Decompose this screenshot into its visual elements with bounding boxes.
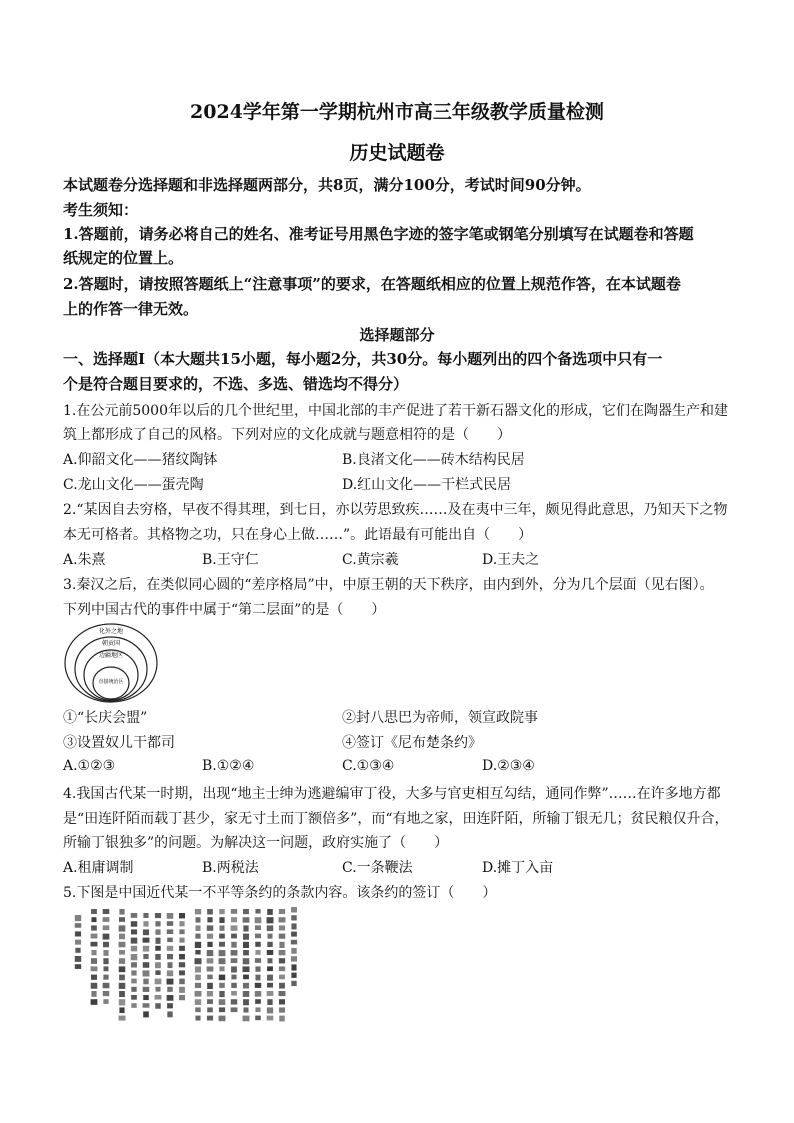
treaty-glyph	[291, 956, 297, 961]
treaty-glyph	[219, 1007, 225, 1012]
treaty-glyph	[291, 981, 296, 986]
q3-item-4: ④签订《尼布楚条约》	[342, 735, 482, 751]
treaty-glyph	[219, 917, 224, 923]
treaty-glyph	[119, 975, 125, 981]
section-title: 选择题部分	[359, 326, 435, 344]
treaty-glyph	[207, 958, 214, 963]
treaty-glyph	[243, 950, 249, 955]
treaty-glyph	[179, 995, 185, 1000]
treaty-glyph	[267, 1016, 274, 1021]
treaty-glyph	[179, 987, 185, 993]
q3-stem-1: 3.秦汉之后，在类似同心圆的“差序格局”中，中原王朝的天下秩序，由内到外，分为几个层面（见右图）。	[63, 577, 714, 593]
treaty-glyph	[195, 975, 201, 981]
treaty-glyph	[131, 946, 137, 952]
treaty-glyph	[267, 975, 273, 981]
treaty-glyph	[179, 913, 185, 918]
treaty-glyph	[91, 983, 98, 989]
treaty-glyph	[243, 991, 250, 997]
treaty-glyph	[167, 970, 173, 976]
treaty-glyph	[119, 909, 124, 915]
treaty-glyph	[255, 991, 261, 997]
treaty-glyph	[143, 929, 149, 935]
treaty-glyph	[255, 909, 260, 914]
treaty-glyph	[167, 1011, 172, 1017]
treaty-glyph	[243, 975, 249, 980]
treaty-glyph	[143, 962, 150, 968]
treaty-glyph	[119, 934, 125, 940]
q1-option-d: D.红山文化——干栏式民居	[342, 477, 512, 493]
treaty-glyph	[267, 1007, 273, 1013]
treaty-glyph	[207, 1007, 213, 1012]
treaty-glyph	[131, 913, 138, 918]
treaty-glyph	[155, 979, 162, 985]
treaty-glyph	[267, 917, 274, 923]
treaty-glyph	[167, 913, 174, 919]
treaty-glyph	[279, 925, 285, 930]
q2-stem-1: 2.“某因自去穷格，早夜不得其理，到七日，亦以劳思致疾……及在夷中三年，颇见得此意思，乃知天下之物	[63, 502, 728, 518]
q2-option-b: B.王守仁	[202, 552, 259, 568]
q3-stem-2: 下列中国古代的事件中属于“第二层面”的是（ ）	[63, 602, 386, 618]
treaty-glyph	[267, 999, 272, 1005]
treaty-glyph	[267, 991, 274, 996]
treaty-glyph	[207, 975, 212, 980]
treaty-glyph	[167, 962, 172, 968]
q3-option-c: C.①③④	[342, 758, 395, 774]
treaty-glyph	[243, 1016, 250, 1022]
q4-option-c: C.一条鞭法	[342, 860, 413, 876]
treaty-glyph	[231, 909, 237, 914]
treaty-glyph	[75, 923, 82, 928]
treaty-glyph	[119, 999, 125, 1005]
treaty-glyph	[103, 983, 110, 988]
section-head-b: 个是符合题目要求的，不选、多选、错选均不得分）	[63, 375, 409, 393]
treaty-glyph	[103, 975, 108, 980]
treaty-glyph	[279, 942, 284, 948]
treaty-glyph	[243, 909, 249, 914]
treaty-glyph	[131, 987, 136, 992]
treaty-glyph	[143, 946, 149, 952]
concentric-circles-diagram	[63, 622, 159, 704]
treaty-glyph	[143, 970, 150, 976]
treaty-glyph	[119, 925, 126, 931]
treaty-glyph	[179, 921, 184, 926]
treaty-glyph	[207, 909, 213, 915]
treaty-glyph	[119, 1016, 126, 1021]
treaty-glyph	[231, 950, 238, 956]
treaty-glyph	[255, 999, 261, 1004]
treaty-glyph	[291, 964, 296, 970]
treaty-glyph	[207, 991, 213, 996]
treaty-glyph	[91, 966, 98, 971]
notice-title: 考生须知：	[63, 201, 139, 219]
treaty-glyph	[179, 929, 184, 934]
treaty-glyph	[231, 991, 237, 996]
q3-item-3: ③设置奴儿干都司	[63, 735, 175, 751]
treaty-glyph	[255, 958, 261, 963]
treaty-glyph	[155, 1003, 160, 1009]
treaty-glyph	[231, 1007, 238, 1012]
treaty-glyph	[255, 1016, 261, 1021]
treaty-glyph	[143, 1011, 149, 1017]
treaty-glyph	[243, 934, 249, 940]
treaty-glyph	[103, 958, 108, 964]
treaty-glyph	[179, 979, 185, 985]
treaty-glyph	[91, 925, 97, 930]
note-1a: 1.答题前，请务必将自己的姓名、准考证号用黑色字迹的签字笔或钢笔分别填写在试题卷和答题	[63, 225, 694, 243]
treaty-glyph	[267, 934, 272, 939]
treaty-glyph	[167, 1003, 173, 1008]
treaty-glyph	[291, 907, 297, 913]
treaty-glyph	[243, 925, 248, 931]
circle-outer	[65, 624, 157, 702]
treaty-glyph	[243, 958, 250, 964]
treaty-glyph	[143, 1003, 150, 1008]
treaty-glyph	[91, 958, 97, 964]
q1-option-a: A.仰韶文化——猪纹陶钵	[63, 452, 218, 468]
treaty-glyph	[279, 966, 285, 971]
treaty-glyph	[155, 913, 161, 918]
note-1b: 纸规定的位置上。	[63, 249, 184, 267]
treaty-glyph	[179, 954, 185, 959]
q3-option-d: D.②③④	[482, 758, 535, 774]
note-2b: 上的作答一律无效。	[63, 300, 199, 318]
treaty-glyph	[155, 987, 160, 992]
q4-stem-1: 4.我国古代某一时期，出现“地主士绅为逃避编审丁役，大多与官吏相互勾结，通同作弊”……在许多地方都	[63, 786, 721, 802]
treaty-glyph	[179, 962, 185, 967]
treaty-glyph	[75, 956, 81, 962]
label-ring-1: 化外之地	[98, 628, 124, 635]
q4-stem-3: 所输丁银独多”的问题。为解决这一问题，政府实施了（ ）	[63, 835, 449, 851]
treaty-glyph	[75, 931, 81, 936]
treaty-glyph	[167, 921, 173, 926]
treaty-glyph	[219, 958, 226, 964]
treaty-glyph	[243, 942, 249, 948]
treaty-glyph	[143, 938, 150, 943]
treaty-glyph	[291, 932, 297, 937]
treaty-glyph	[195, 942, 201, 948]
treaty-glyph	[219, 934, 225, 939]
treaty-glyph	[219, 999, 226, 1005]
q2-stem-2: 本无可格者。其格物之功，只在身心上做……”。此语最有可能出自（ ）	[63, 527, 533, 543]
treaty-glyph	[131, 921, 137, 927]
treaty-glyph	[91, 942, 98, 947]
treaty-scan-image	[66, 903, 306, 1027]
treaty-glyph	[195, 1007, 200, 1012]
treaty-glyph	[195, 909, 201, 914]
treaty-glyph	[119, 942, 126, 947]
treaty-glyph	[119, 991, 125, 997]
treaty-glyph	[155, 946, 160, 951]
treaty-glyph	[167, 987, 172, 992]
exam-title: 2024学年第一学期杭州市高三年级教学质量检测	[190, 101, 604, 123]
treaty-glyph	[91, 934, 98, 939]
treaty-glyph	[119, 983, 126, 989]
treaty-glyph	[167, 938, 173, 943]
treaty-glyph	[143, 979, 148, 985]
treaty-glyph	[231, 966, 237, 972]
q2-option-c: C.黄宗羲	[342, 552, 399, 568]
treaty-glyph	[155, 929, 160, 934]
label-ring-4: 直接统治区	[98, 679, 124, 685]
treaty-glyph	[219, 942, 225, 947]
treaty-glyph	[91, 917, 96, 922]
treaty-glyph	[167, 946, 173, 951]
treaty-glyph	[207, 966, 214, 971]
treaty-glyph	[103, 999, 108, 1004]
treaty-glyph	[75, 948, 80, 953]
treaty-glyph	[279, 958, 285, 963]
treaty-glyph	[291, 940, 297, 945]
treaty-glyph	[267, 966, 273, 971]
treaty-glyph	[219, 966, 224, 971]
treaty-glyph	[103, 925, 110, 930]
q4-option-d: D.摊丁入亩	[482, 860, 554, 876]
q3-item-2: ②封八思巴为帝师，领宣政院事	[342, 710, 538, 726]
treaty-glyph	[195, 917, 200, 922]
treaty-glyph	[219, 1016, 226, 1022]
treaty-glyph	[231, 925, 238, 930]
label-ring-2: 朝贡国	[101, 640, 121, 647]
treaty-glyph	[167, 995, 174, 1001]
treaty-glyph	[103, 942, 109, 947]
treaty-glyph	[75, 915, 81, 921]
treaty-glyph	[267, 909, 273, 915]
treaty-glyph	[267, 958, 272, 963]
treaty-glyph	[195, 999, 201, 1005]
q3-option-a: A.①②③	[63, 758, 116, 774]
treaty-glyph	[279, 1007, 285, 1012]
treaty-glyph	[119, 917, 125, 922]
treaty-glyph	[255, 942, 260, 947]
treaty-glyph	[219, 950, 226, 956]
q4-option-b: B.两税法	[202, 860, 259, 876]
treaty-glyph	[219, 991, 224, 997]
treaty-glyph	[207, 983, 213, 989]
treaty-glyph	[131, 995, 137, 1000]
treaty-glyph	[219, 925, 224, 930]
q3-option-b: B.①②④	[202, 758, 255, 774]
treaty-glyph	[103, 909, 110, 914]
treaty-glyph	[267, 942, 272, 947]
treaty-glyph	[75, 964, 81, 969]
treaty-glyph	[231, 975, 236, 980]
treaty-glyph	[155, 970, 160, 975]
treaty-glyph	[119, 950, 125, 955]
treaty-glyph	[243, 983, 249, 989]
treaty-glyph	[103, 966, 108, 971]
treaty-glyph	[255, 983, 261, 988]
treaty-glyph	[255, 950, 260, 955]
treaty-glyph	[155, 954, 160, 960]
q4-stem-2: 是“田连阡陌而载丁甚少，家无寸土而丁额倍多”，而“有地之家，田连阡陌，所输丁银无几；贫民粮仅升合，	[63, 811, 729, 827]
treaty-glyph	[255, 917, 262, 923]
treaty-glyph	[91, 950, 96, 955]
treaty-glyph	[267, 925, 273, 931]
treaty-glyph	[131, 970, 136, 975]
treaty-glyph	[179, 946, 185, 951]
treaty-glyph	[231, 999, 237, 1004]
treaty-glyph	[143, 913, 148, 918]
treaty-glyph	[155, 995, 162, 1000]
treaty-glyph	[279, 1016, 284, 1022]
treaty-glyph	[103, 991, 110, 996]
treaty-glyph	[131, 929, 137, 934]
treaty-glyph	[279, 983, 285, 989]
q5-stem-1: 5.下图是中国近代某一不平等条约的条款内容。该条约的签订（ ）	[63, 885, 497, 901]
note-2a: 2.答题时，请按照答题纸上“注意事项”的要求，在答题纸相应的位置上规范作答，在本试题卷	[63, 275, 681, 293]
treaty-glyph	[195, 1016, 200, 1021]
treaty-glyph	[143, 921, 148, 926]
treaty-glyph	[119, 966, 126, 972]
treaty-glyph	[119, 958, 125, 964]
q1-stem-1: 1.在公元前5000年以后的几个世纪里，中国北部的丰产促进了若干新石器文化的形成，它们在陶器生产和建	[63, 403, 728, 419]
treaty-glyph	[131, 962, 137, 967]
treaty-glyph	[267, 983, 273, 988]
treaty-glyph	[119, 1007, 124, 1013]
treaty-glyph	[75, 940, 81, 945]
treaty-glyph	[291, 915, 296, 920]
treaty-glyph	[291, 923, 296, 929]
treaty-glyph	[279, 917, 286, 922]
treaty-glyph	[231, 917, 237, 922]
intro-line: 本试题卷分选择题和非选择题两部分，共8页，满分100分，考试时间90分钟。	[63, 176, 591, 194]
treaty-glyph	[103, 917, 110, 922]
treaty-glyph	[207, 1016, 213, 1021]
treaty-glyph	[91, 999, 98, 1005]
treaty-glyph	[207, 925, 213, 930]
treaty-glyph	[255, 966, 260, 971]
treaty-glyph	[195, 991, 202, 997]
q4-option-a: A.租庸调制	[63, 860, 134, 876]
q3-item-1: ①“长庆会盟”	[63, 710, 148, 726]
treaty-glyph	[255, 925, 261, 930]
treaty-glyph	[143, 987, 150, 992]
treaty-glyph	[131, 954, 138, 960]
treaty-glyph	[207, 942, 212, 947]
q2-option-a: A.朱熹	[63, 552, 106, 568]
treaty-glyph	[279, 991, 286, 996]
treaty-glyph	[267, 950, 273, 955]
treaty-glyph	[243, 999, 249, 1005]
treaty-glyph	[279, 975, 285, 980]
treaty-glyph	[179, 938, 184, 943]
treaty-glyph	[195, 958, 202, 964]
treaty-glyph	[255, 975, 260, 981]
treaty-glyph	[231, 958, 238, 963]
treaty-glyph	[291, 948, 296, 954]
treaty-glyph	[155, 938, 160, 944]
treaty-glyph	[167, 954, 173, 959]
treaty-glyph	[207, 950, 214, 956]
treaty-glyph	[103, 934, 110, 940]
treaty-glyph	[255, 1007, 260, 1012]
treaty-glyph	[103, 950, 108, 956]
treaty-glyph	[195, 966, 201, 972]
treaty-glyph	[243, 966, 250, 972]
treaty-glyph	[207, 999, 213, 1004]
exam-subtitle: 历史试题卷	[349, 142, 445, 164]
treaty-glyph	[155, 921, 160, 926]
treaty-glyph	[195, 983, 201, 988]
treaty-glyph	[279, 950, 286, 955]
treaty-glyph	[91, 975, 97, 980]
treaty-glyph	[195, 934, 200, 939]
treaty-glyph	[91, 909, 97, 914]
treaty-glyph	[291, 973, 296, 978]
q1-stem-2: 筑上都形成了自己的风格。下列对应的文化成就与题意相符的是（ ）	[63, 427, 511, 443]
label-ring-3: 边疆地区	[98, 652, 124, 659]
treaty-glyph	[167, 979, 174, 985]
treaty-glyph	[279, 934, 286, 939]
treaty-glyph	[243, 1007, 248, 1012]
treaty-glyph	[91, 991, 96, 997]
treaty-glyph	[179, 970, 185, 975]
q1-option-c: C.龙山文化——蛋壳陶	[63, 477, 204, 493]
treaty-glyph	[207, 917, 212, 922]
treaty-glyph	[219, 983, 225, 988]
treaty-glyph	[255, 934, 261, 939]
treaty-glyph	[231, 934, 237, 939]
treaty-glyph	[131, 979, 136, 984]
section-head-a: 一、选择题Ⅰ（本大题共15小题，每小题2分，共30分。每小题列出的四个备选项中只有一	[63, 350, 663, 368]
treaty-glyph	[167, 929, 174, 934]
treaty-glyph	[155, 962, 161, 968]
q1-option-b: B.良渚文化——砖木结构民居	[342, 452, 525, 468]
treaty-glyph	[143, 954, 148, 959]
treaty-glyph	[195, 950, 200, 955]
treaty-glyph	[207, 934, 213, 939]
treaty-glyph	[279, 909, 285, 914]
treaty-glyph	[131, 938, 138, 944]
q2-option-d: D.王夫之	[482, 552, 540, 568]
treaty-glyph	[231, 942, 236, 948]
treaty-glyph	[219, 909, 224, 914]
treaty-glyph	[131, 1003, 136, 1008]
treaty-glyph	[219, 975, 225, 981]
treaty-glyph	[231, 983, 237, 988]
treaty-glyph	[243, 917, 250, 922]
treaty-glyph	[279, 999, 285, 1004]
treaty-glyph	[143, 995, 148, 1000]
treaty-glyph	[195, 925, 200, 931]
